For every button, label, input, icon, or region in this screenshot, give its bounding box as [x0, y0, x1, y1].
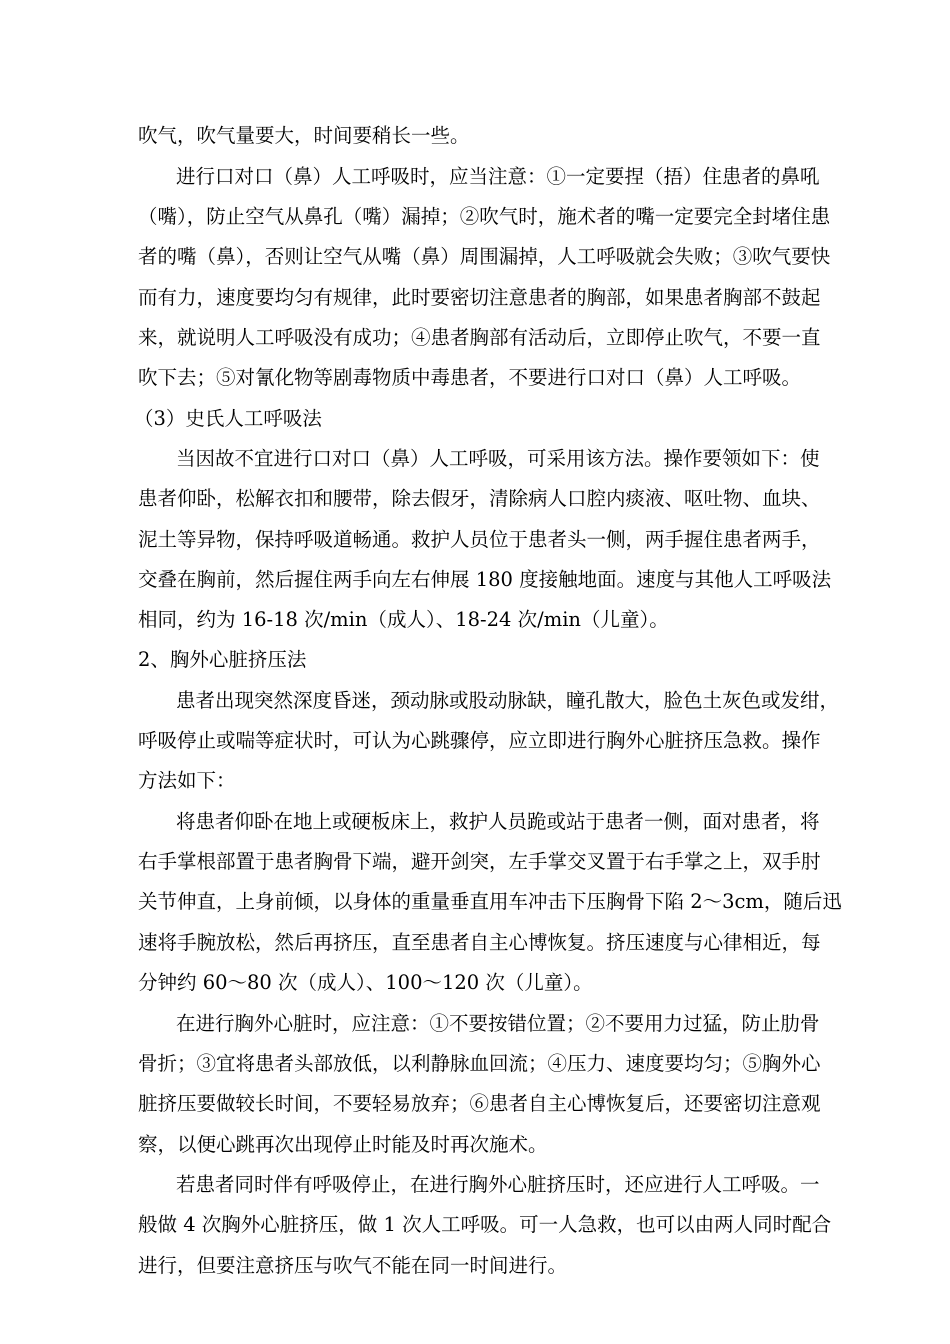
text-line: 进行口对口（鼻）人工呼吸时，应当注意：①一定要捏（捂）住患者的鼻吼 — [176, 165, 820, 188]
text-line: 呼吸停止或喘等症状时，可认为心跳骤停，应立即进行胸外心脏挤压急救。操作 — [138, 729, 821, 752]
text-line: 在进行胸外心脏时，应注意：①不要按错位置；②不要用力过猛，防止肋骨 — [176, 1012, 820, 1035]
text-line: 脏挤压要做较长时间，不要轻易放弃；⑥患者自主心博恢复后，还要密切注意观 — [138, 1092, 821, 1115]
text-line: 而有力，速度要均匀有规律，此时要密切注意患者的胸部，如果患者胸部不鼓起 — [138, 286, 821, 309]
text-line: 关节伸直，上身前倾，以身体的重量垂直用车冲击下压胸骨下陷 2～3cm，随后迅 — [138, 890, 842, 913]
section-heading: （3）史氏人工呼吸法 — [134, 407, 322, 430]
text-line: 方法如下： — [138, 769, 236, 792]
text-line: （嘴），防止空气从鼻孔（嘴）漏掉；②吹气时，施术者的嘴一定要完全封堵住患 — [138, 205, 831, 228]
text-line: 相同，约为 16-18 次/min（成人）、18-24 次/min（儿童）。 — [138, 608, 669, 631]
text-line: 吹气，吹气量要大，时间要稍长一些。 — [138, 124, 470, 147]
text-line: 骨折；③宜将患者头部放低，以利静脉血回流；④压力、速度要均匀；⑤胸外心 — [138, 1052, 821, 1075]
text-line: 患者出现突然深度昏迷，颈动脉或股动脉缺，瞳孔散大，脸色土灰色或发绀， — [176, 689, 840, 712]
text-line: 患者仰卧，松解衣扣和腰带，除去假牙，清除病人口腔内痰液、呕吐物、血块、 — [138, 487, 821, 510]
text-line: 察，以便心跳再次出现停止时能及时再次施术。 — [138, 1133, 548, 1156]
text-line: 进行，但要注意挤压与吹气不能在同一时间进行。 — [138, 1254, 568, 1277]
text-line: 泥土等异物，保持呼吸道畅通。救护人员位于患者头一侧，两手握住患者两手， — [138, 528, 821, 551]
text-line: 吹下去；⑤对氰化物等剧毒物质中毒患者，不要进行口对口（鼻）人工呼吸。 — [138, 366, 802, 389]
text-line: 分钟约 60～80 次（成人）、100～120 次（儿童）。 — [138, 971, 593, 994]
text-line: 右手掌根部置于患者胸骨下端，避开剑突，左手掌交叉置于右手掌之上，双手肘 — [138, 850, 821, 873]
text-line: 者的嘴（鼻），否则让空气从嘴（鼻）周围漏掉，人工呼吸就会失败；③吹气要快 — [138, 245, 831, 268]
text-line: 将患者仰卧在地上或硬板床上，救护人员跪或站于患者一侧，面对患者，将 — [176, 810, 820, 833]
text-line: 速将手腕放松，然后再挤压，直至患者自主心博恢复。挤压速度与心律相近，每 — [138, 931, 821, 954]
text-line: 般做 4 次胸外心脏挤压，做 1 次人工呼吸。可一人急救，也可以由两人同时配合 — [138, 1213, 832, 1236]
text-line: 若患者同时伴有呼吸停止，在进行胸外心脏挤压时，还应进行人工呼吸。一 — [176, 1173, 820, 1196]
section-heading: 2、胸外心脏挤压法 — [138, 648, 307, 671]
text-line: 来，就说明人工呼吸没有成功；④患者胸部有活动后，立即停止吹气，不要一直 — [138, 326, 821, 349]
text-line: 当因故不宜进行口对口（鼻）人工呼吸，可采用该方法。操作要领如下：使 — [176, 447, 820, 470]
text-line: 交叠在胸前，然后握住两手向左右伸展 180 度接触地面。速度与其他人工呼吸法 — [138, 568, 832, 591]
